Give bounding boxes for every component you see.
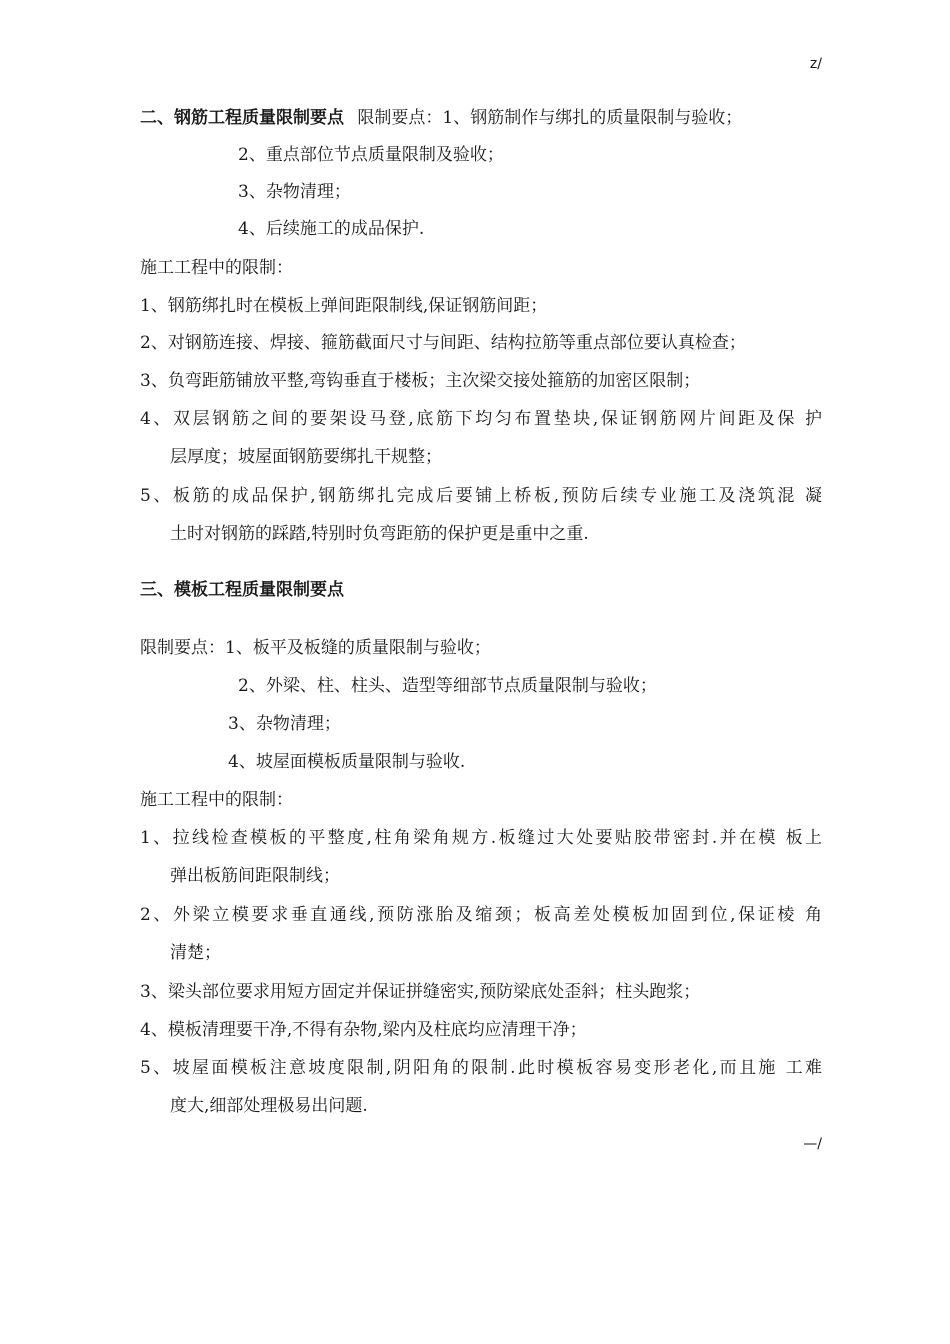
section3-item-2-cont: 清楚； [170,943,221,963]
section3-item-1-cont: 弹出板筋间距限制线； [170,866,340,886]
section3-item-3: 3、梁头部位要求用短方固定并保证拼缝密实,预防梁底处歪斜；柱头跑浆； [140,982,701,1002]
section3-point-3: 3、杂物清理； [228,714,341,734]
section2-item-5-cont: 土时对钢筋的踩踏,特别时负弯距筋的保护更是重中之重. [170,524,589,544]
section3-item-4: 4、模板清理要干净,不得有杂物,梁内及柱底均应清理干净； [140,1020,587,1040]
section3-title: 三、模板工程质量限制要点 [140,580,344,600]
footer-mark: —/ [803,1136,822,1152]
header-mark: z/ [809,56,822,72]
section3-item-5-cont: 度大,细部处理极易出问题. [170,1096,368,1116]
section3-point-4: 4、坡屋面模板质量限制与验收. [228,752,466,772]
section2-item-1: 1、钢筋绑扎时在模板上弹间距限制线,保证钢筋间距； [140,296,548,316]
section3-item-5: 5、坡屋面模板注意坡度限制,阴阳角的限制.此时模板容易变形老化,而且施 工难 [140,1058,822,1078]
section3-process-title: 施工工程中的限制： [140,790,293,810]
section3-points-label: 限制要点：1、板平及板缝的质量限制与验收； [140,638,491,658]
section3-point-2: 2、外梁、柱、柱头、造型等细部节点质量限制与验收； [238,676,657,696]
section3-item-2: 2、外梁立模要求垂直通线,预防涨胎及缩颈；板高差处模板加固到位,保证棱 角 [140,905,822,925]
section2-title: 二、钢筋工程质量限制要点 [140,108,344,128]
section2-heading-line [140,106,742,130]
section2-item-2: 2、对钢筋连接、焊接、箍筋截面尺寸与间距、结构拉筋等重点部位要认真检查； [140,333,746,353]
section2-item-4: 4、双层钢筋之间的要架设马登,底筋下均匀布置垫块,保证钢筋网片间距及保 护 [140,409,822,429]
section2-point-3: 3、杂物清理； [238,182,351,202]
section2-points-label: 限制要点：1、钢筋制作与绑扎的质量限制与验收； [357,108,743,128]
section2-item-4-cont: 层厚度；坡屋面钢筋要绑扎干规整； [170,447,442,467]
section3-item-1: 1、拉线检查模板的平整度,柱角梁角规方.板缝过大处要贴胶带密封.并在模 板上 [140,828,822,848]
section2-point-4: 4、后续施工的成品保护. [238,219,425,239]
section2-process-title: 施工工程中的限制： [140,258,293,278]
section2-point-2: 2、重点部位节点质量限制及验收； [238,145,504,165]
section2-item-3: 3、负弯距筋铺放平整,弯钩垂直于楼板；主次梁交接处箍筋的加密区限制； [140,371,701,391]
section2-item-5: 5、板筋的成品保护,钢筋绑扎完成后要铺上桥板,预防后续专业施工及浇筑混 凝 [140,486,822,506]
